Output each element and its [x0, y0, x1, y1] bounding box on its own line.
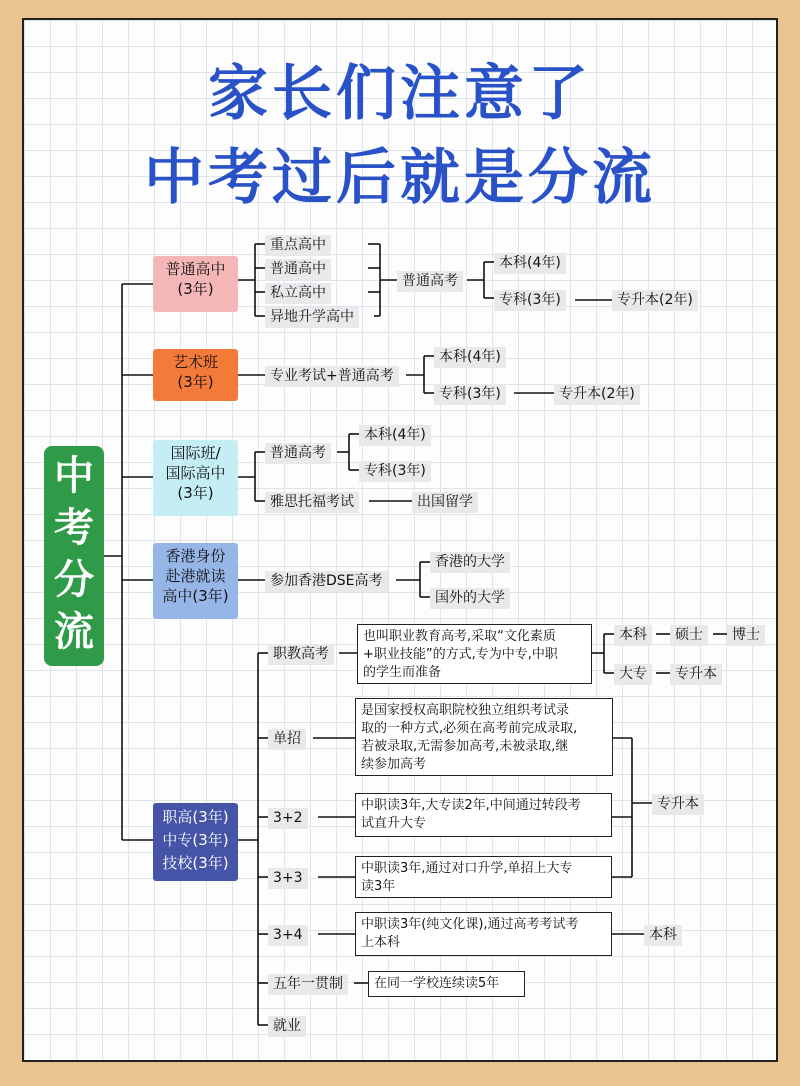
- b5-3plus3: 3+3: [268, 868, 308, 889]
- b4-foreign-univ: 国外的大学: [430, 588, 510, 609]
- title-line-2: 中考过后就是分流: [144, 143, 656, 213]
- b3-abroad-exam: 雅思托福考试: [265, 492, 359, 513]
- b4-exam: 参加香港DSE高考: [265, 571, 388, 592]
- desc-3plus4: 中职读3年(纯文化课),通过高考考试考 上本科: [355, 912, 612, 956]
- b2-exam: 专业考试+普通高考: [265, 366, 399, 387]
- b3-abroad: 出国留学: [412, 492, 478, 513]
- title-line-1: 家长们注意了: [208, 59, 592, 129]
- zj-shuoshi: 硕士: [670, 625, 708, 646]
- b3-college: 专科(3年): [359, 461, 431, 482]
- category-art-class: 艺术班 (3年): [153, 349, 238, 401]
- b5-employment: 就业: [268, 1016, 306, 1037]
- b5-danzhao: 单招: [268, 729, 306, 750]
- b5-five-year: 五年一贯制: [268, 974, 348, 995]
- school-key-high: 重点高中: [265, 235, 331, 256]
- category-international: 国际班/ 国际高中 (3年): [153, 440, 238, 516]
- zj-boshi: 博士: [727, 625, 765, 646]
- school-regular-high: 普通高中: [265, 259, 331, 280]
- b2-undergrad: 本科(4年): [434, 347, 506, 368]
- b3-exam: 普通高考: [265, 443, 331, 464]
- b2-upgrade: 专升本(2年): [554, 384, 640, 405]
- b4-hk-univ: 香港的大学: [430, 552, 510, 573]
- desc-five-year: 在同一学校连续读5年: [368, 971, 525, 997]
- b1-upgrade: 专升本(2年): [612, 290, 698, 311]
- b5-zhijiao: 职教高考: [268, 644, 334, 665]
- b1-undergrad: 本科(4年): [494, 253, 566, 274]
- zj-dazhuan: 大专: [614, 664, 652, 685]
- root-node: 中 考 分 流: [44, 446, 104, 666]
- zj-benke: 本科: [614, 625, 652, 646]
- school-remote-admission: 异地升学高中: [265, 307, 359, 328]
- b3-undergrad: 本科(4年): [359, 425, 431, 446]
- category-vocational: 职高(3年) 中专(3年) 技校(3年): [153, 803, 238, 881]
- desc-danzhao: 是国家授权高职院校独立组织考试录 取的一种方式,必须在高考前完成录取, 若被录取,无需参加高考,未被录取,继 续参加高考: [355, 698, 613, 776]
- category-regular-high-school: 普通高中 (3年): [153, 256, 238, 312]
- desc-3plus2: 中职读3年,大专读2年,中间通过转段考 试直升大专: [355, 793, 612, 837]
- b1-exam: 普通高考: [397, 271, 463, 292]
- b5-3plus4: 3+4: [268, 925, 308, 946]
- zj-upgrade: 专升本: [670, 664, 722, 685]
- b5-upgrade: 专升本: [652, 794, 704, 815]
- desc-zhijiao: 也叫职业教育高考,采取“文化素质 +职业技能”的方式,专为中专,中职 的学生而准备: [357, 624, 592, 684]
- b5-3plus2: 3+2: [268, 808, 308, 829]
- b2-college: 专科(3年): [434, 384, 506, 405]
- b1-college: 专科(3年): [494, 290, 566, 311]
- category-hongkong: 香港身份 赴港就读 高中(3年): [153, 543, 238, 619]
- b5-benke: 本科: [644, 925, 682, 946]
- school-private-high: 私立高中: [265, 283, 331, 304]
- desc-3plus3: 中职读3年,通过对口升学,单招上大专 读3年: [355, 856, 612, 898]
